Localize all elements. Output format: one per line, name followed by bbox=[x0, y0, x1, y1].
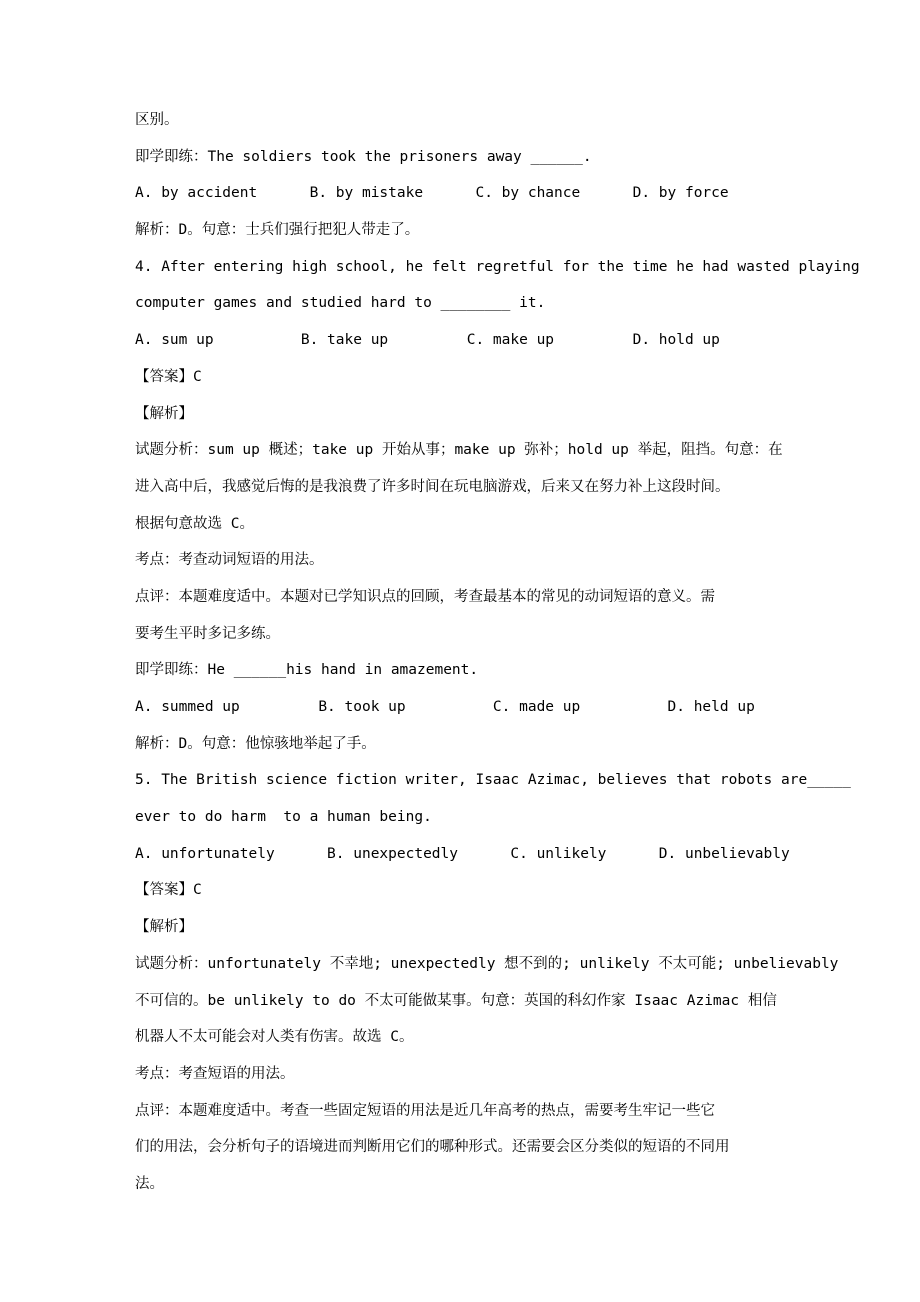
text-line: ever to do harm to a human being. bbox=[135, 809, 432, 826]
text-line: 要考生平时多记多练。 bbox=[135, 625, 280, 642]
document-text-block bbox=[135, 102, 860, 1203]
text-line: 【答案】C bbox=[135, 368, 202, 385]
text-line: 解析：D。句意：他惊骇地举起了手。 bbox=[135, 735, 376, 752]
text-line: 法。 bbox=[135, 1175, 164, 1192]
text-line: 们的用法，会分析句子的语境进而判断用它们的哪种形式。还需要会区分类似的短语的不同用 bbox=[135, 1139, 730, 1156]
text-line: 不可信的。be unlikely to do 不太可能做某事。句意：英国的科幻作家 Isaac Azimac 相信 bbox=[135, 992, 777, 1009]
text-line: 试题分析：unfortunately 不幸地; unexpectedly 想不到的; unlikely 不太可能; unbelievably bbox=[135, 955, 839, 972]
text-line: 试题分析：sum up 概述；take up 开始从事；make up 弥补；hold up 举起，阻挡。句意：在 bbox=[135, 442, 783, 459]
text-line: 考点：考查动词短语的用法。 bbox=[135, 552, 324, 569]
text-line: computer games and studied hard to ________ it. bbox=[135, 295, 546, 312]
text-line: 进入高中后，我感觉后悔的是我浪费了许多时间在玩电脑游戏，后来又在努力补上这段时间。 bbox=[135, 478, 730, 495]
text-line: 5. The British science fiction writer, Isaac Azimac, believes that robots are_____ bbox=[135, 772, 851, 789]
text-line: 【解析】 bbox=[135, 405, 193, 422]
text-line: 区别。 bbox=[135, 112, 179, 128]
text-line: 【解析】 bbox=[135, 919, 193, 936]
text-line: 点评：本题难度适中。本题对已学知识点的回顾，考查最基本的常见的动词短语的意义。需 bbox=[135, 588, 715, 605]
text-line: 点评：本题难度适中。考查一些固定短语的用法是近几年高考的热点，需要考生牢记一些它 bbox=[135, 1102, 715, 1119]
text-line: A. unfortunately B. unexpectedly C. unlikely D. unbelievably bbox=[135, 845, 790, 862]
text-line: 【答案】C bbox=[135, 882, 202, 899]
text-line: 解析：D。句意：士兵们强行把犯人带走了。 bbox=[135, 222, 420, 239]
text-line: 根据句意故选 C。 bbox=[135, 515, 254, 532]
text-line: 4. After entering high school, he felt regretful for the time he had wasted playing bbox=[135, 258, 860, 275]
text-line: 即学即练：He ______his hand in amazement. bbox=[135, 662, 479, 679]
text-line: 考点：考查短语的用法。 bbox=[135, 1065, 295, 1082]
text-line: A. sum up B. take up C. make up D. hold up bbox=[135, 332, 720, 349]
text-line: A. summed up B. took up C. made up D. held up bbox=[135, 699, 755, 715]
text-line: A. by accident B. by mistake C. by chance D. by force bbox=[135, 185, 729, 202]
text-line: 机器人不太可能会对人类有伤害。故选 C。 bbox=[135, 1029, 414, 1046]
text-line: 即学即练：The soldiers took the prisoners away ______. bbox=[135, 148, 592, 165]
